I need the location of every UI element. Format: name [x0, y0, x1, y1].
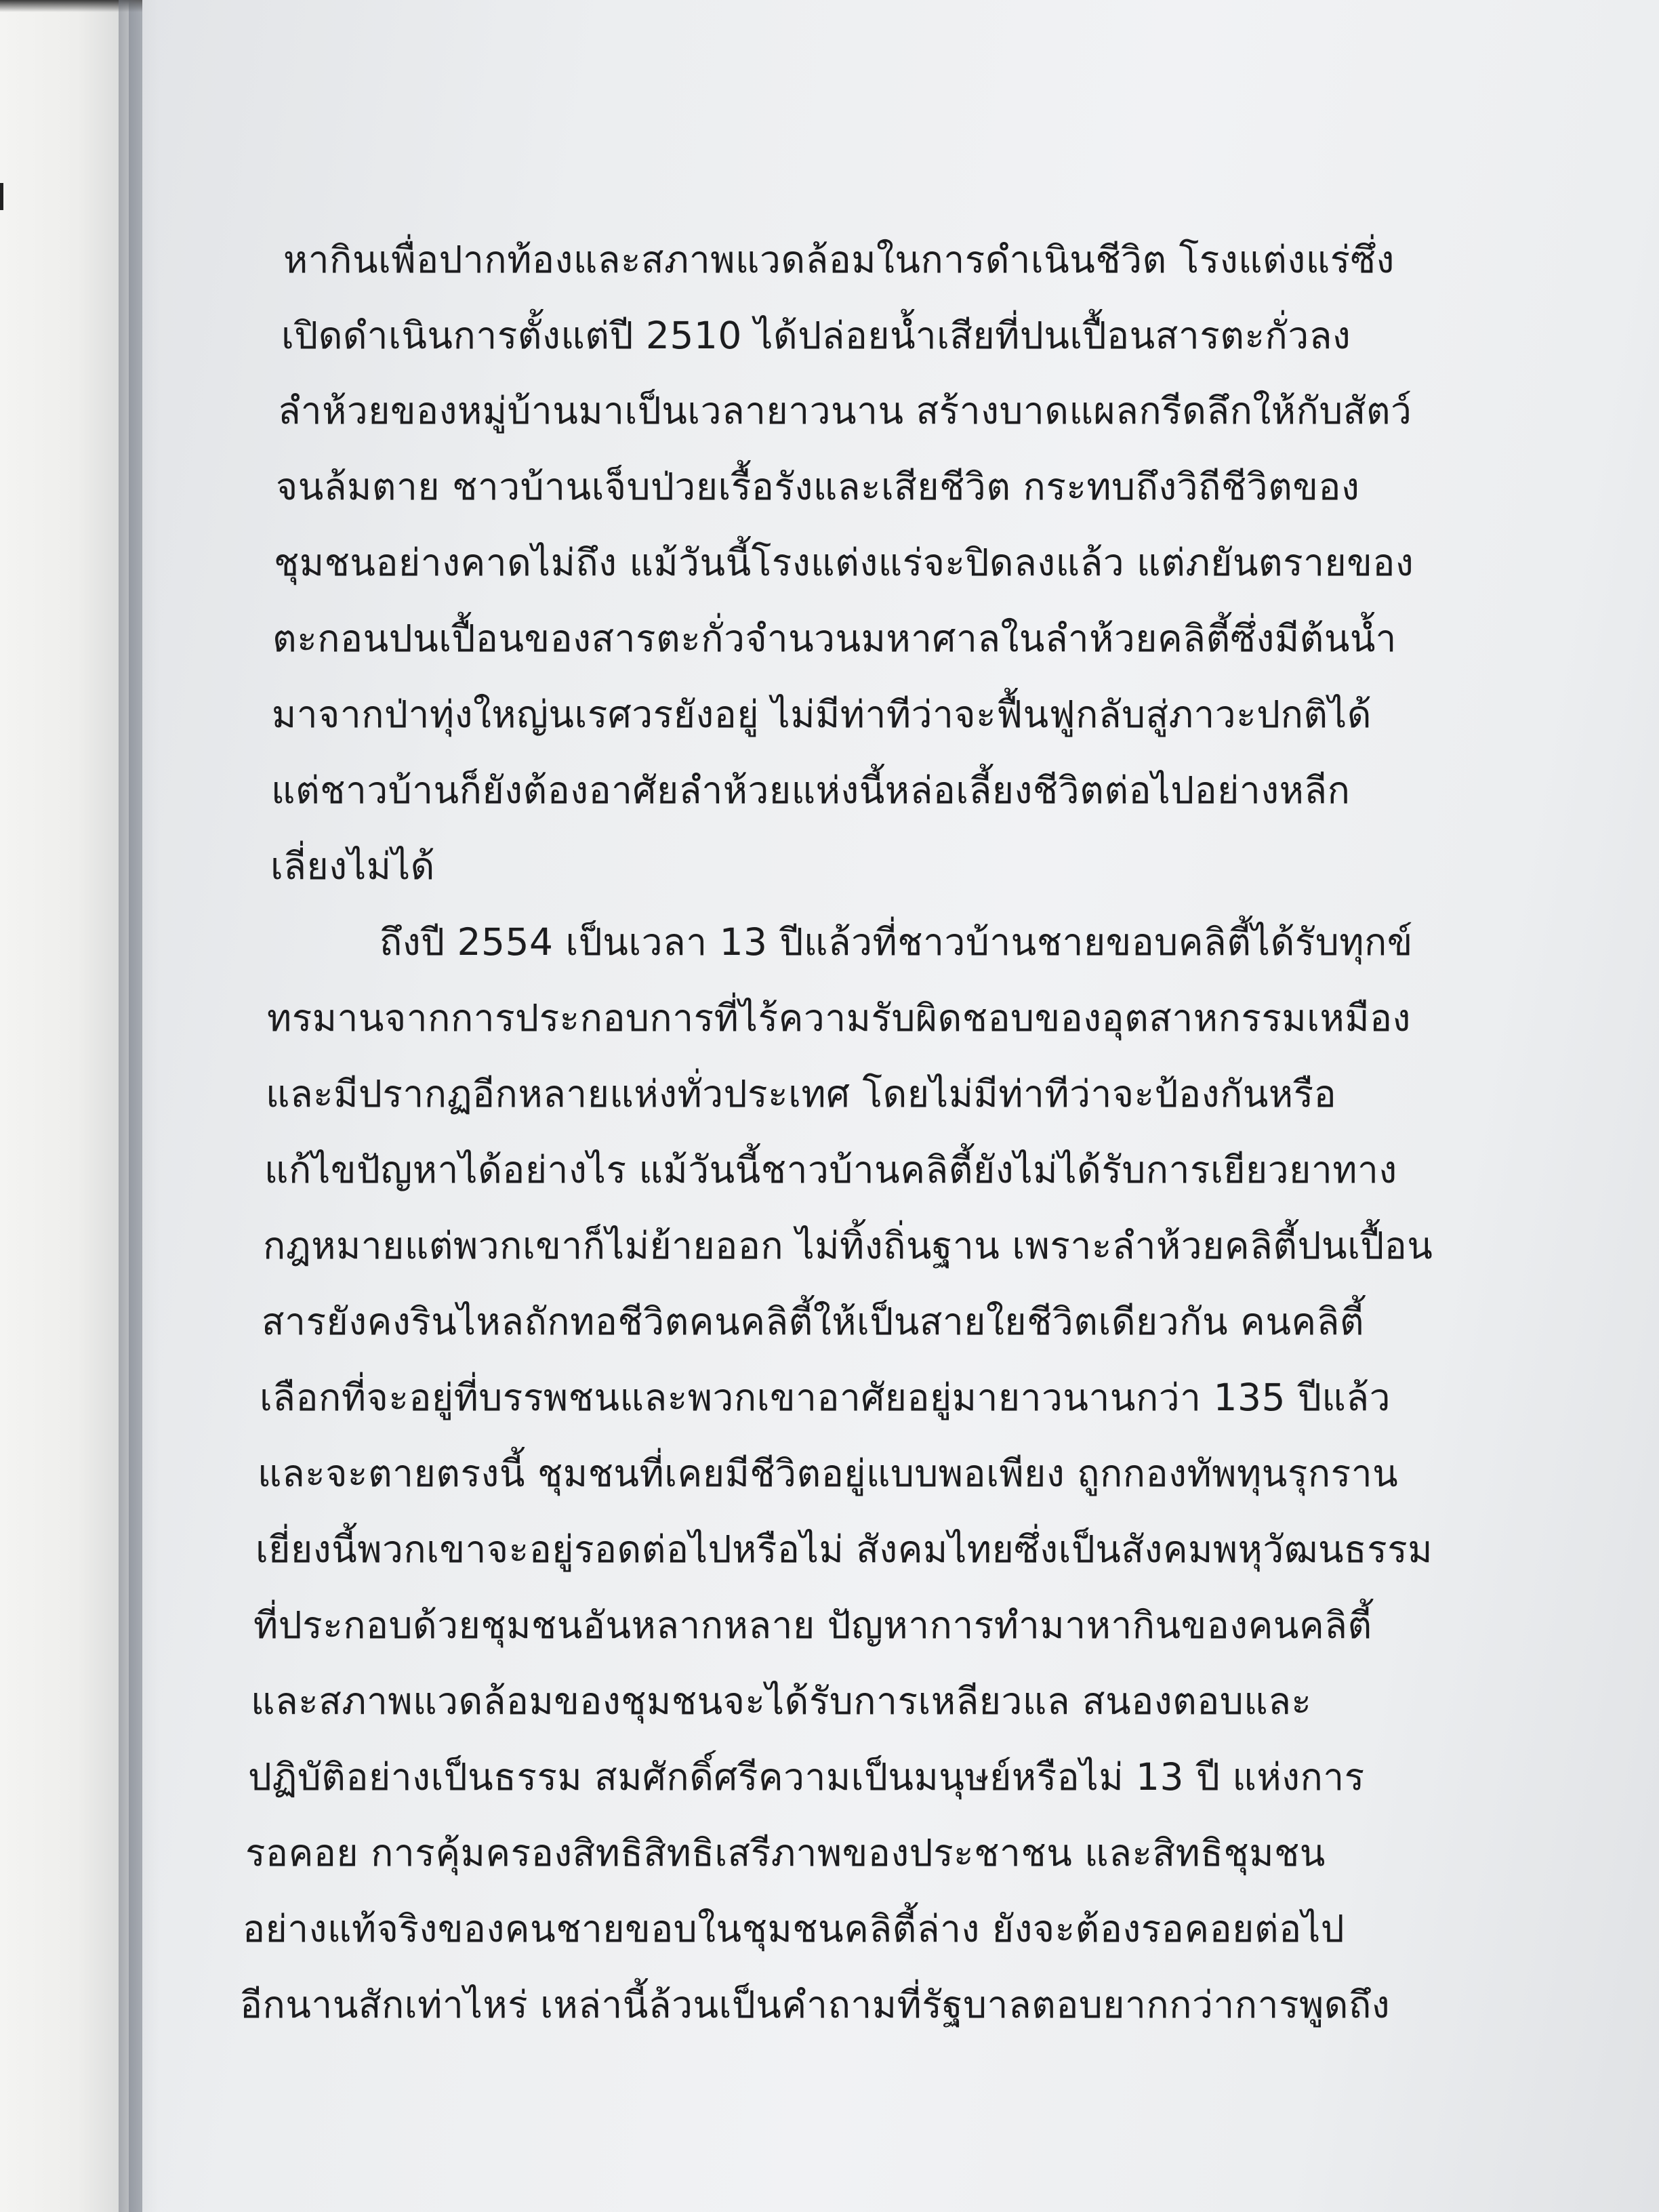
text-line-16: เลือกที่จะอยู่ที่บรรพชนและพวกเขาอาศัยอยู่มายาวนานกว่า 135 ปีแล้ว — [260, 1376, 1391, 1419]
text-line-23: อย่างแท้จริงของคนชายขอบในชุมชนคลิตี้ล่าง ยังจะต้องรอคอยต่อไป — [243, 1907, 1345, 1950]
text-line-18: เยี่ยงนี้พวกเขาจะอยู่รอดต่อไปหรือไม่ สังคมไทยซึ่งเป็นสังคมพหุวัฒนธรรม — [255, 1528, 1433, 1571]
text-line-14: กฎหมายแต่พวกเขาก็ไม่ย้ายออก ไม่ทิ้งถิ่นฐาน เพราะลำห้วยคลิตี้ปนเปื้อน — [263, 1224, 1433, 1267]
text-line-12: และมีปรากฏอีกหลายแห่งทั่วประเทศ โดยไม่มีท่าทีว่าจะป้องกันหรือ — [266, 1072, 1337, 1115]
text-line-22: รอคอย การคุ้มครองสิทธิสิทธิเสรีภาพของประชาชน และสิทธิชุมชน — [245, 1831, 1326, 1875]
text-line-3: ลำห้วยของหมู่บ้านมาเป็นเวลายาวนาน สร้างบาดแผลกรีดลึกให้กับสัตว์ — [278, 389, 1412, 432]
text-line-5: ชุมชนอย่างคาดไม่ถึง แม้วันนี้โรงแต่งแร่จะปิดลงแล้ว แต่ภยันตรายของ — [274, 541, 1414, 584]
text-line-17: และจะตายตรงนี้ ชุมชนที่เคยมีชีวิตอยู่แบบพอเพียง ถูกกองทัพทุนรุกราน — [258, 1452, 1399, 1495]
text-line-21: ปฏิบัติอย่างเป็นธรรม สมศักดิ์ศรีความเป็นมนุษย์หรือไม่ 13 ปี แห่งการ — [248, 1755, 1365, 1799]
text-line-24: อีกนานสักเท่าไหร่ เหล่านี้ล้วนเป็นคำถามที่รัฐบาลตอบยากกว่าการพูดถึง — [240, 1983, 1391, 2026]
text-line-20: และสภาพแวดล้อมของชุมชนจะได้รับการเหลียวแล สนองตอบและ — [251, 1679, 1312, 1723]
text-line-13: แก้ไขปัญหาได้อย่างไร แม้วันนี้ชาวบ้านคลิตี้ยังไม่ได้รับการเยียวยาทาง — [264, 1148, 1397, 1191]
text-line-4: จนล้มตาย ชาวบ้านเจ็บป่วยเรื้อรังและเสียชีวิต กระทบถึงวิถีชีวิตของ — [276, 465, 1360, 508]
text-line-8: แต่ชาวบ้านก็ยังต้องอาศัยลำห้วยแห่งนี้หล่อเลี้ยงชีวิตต่อไปอย่างหลีก — [271, 769, 1351, 812]
text-line-19: ที่ประกอบด้วยชุมชนอันหลากหลาย ปัญหาการทำมาหากินของคนคลิตี้ — [253, 1603, 1372, 1647]
text-line-2: เปิดดำเนินการตั้งแต่ปี 2510 ได้ปล่อยน้ำเสียที่ปนเปื้อนสารตะกั่วลง — [281, 314, 1351, 357]
text-line-7: มาจากป่าทุ่งใหญ่นเรศวรยังอยู่ ไม่มีท่าทีว่าจะฟื้นฟูกลับสู่ภาวะปกติได้ — [272, 693, 1372, 736]
text-line-6: ตะกอนปนเปื้อนของสารตะกั่วจำนวนมหาศาลในลำห้วยคลิตี้ซึ่งมีต้นน้ำ — [272, 617, 1397, 660]
text-line-15: สารยังคงรินไหลถักทอชีวิตคนคลิตี้ให้เป็นสายใยชีวิตเดียวกัน คนคลิตี้ — [262, 1300, 1365, 1343]
text-line-1: หากินเพื่อปากท้องและสภาพแวดล้อมในการดำเนินชีวิต โรงแต่งแร่ซึ่ง — [283, 238, 1395, 281]
text-line-9: เลี่ยงไม่ได้ — [270, 844, 435, 888]
text-line-10: ถึงปี 2554 เป็นเวลา 13 ปีแล้วที่ชาวบ้านชายขอบคลิตี้ได้รับทุกข์ — [380, 920, 1413, 964]
text-line-11: ทรมานจากการประกอบการที่ไร้ความรับผิดชอบของอุตสาหกรรมเหมือง — [267, 996, 1411, 1040]
